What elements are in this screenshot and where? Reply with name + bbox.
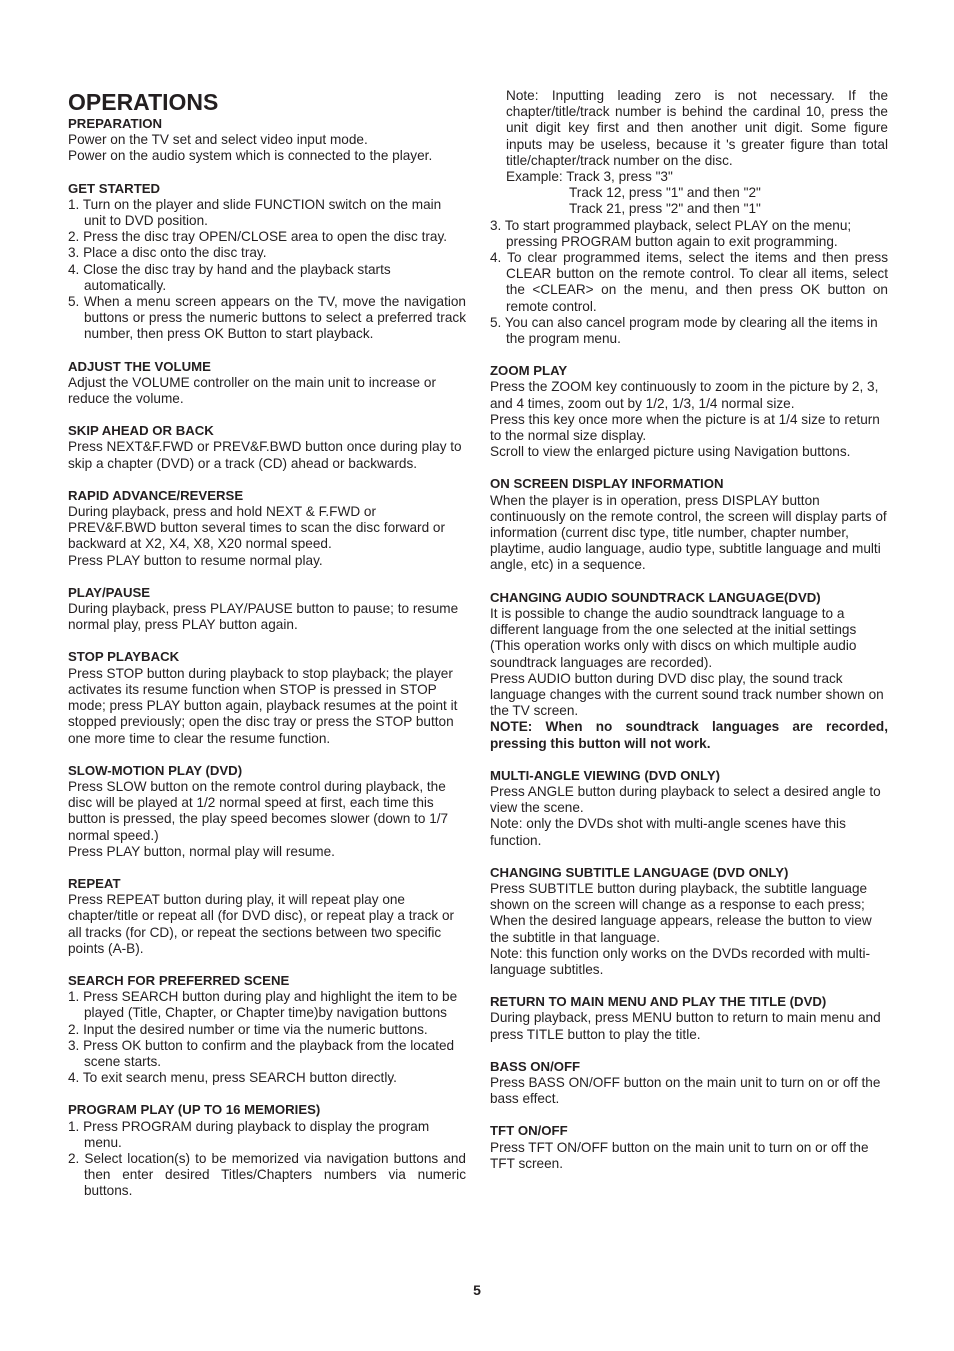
paragraph: Press this key once more when the picture is at 1/4 size to return to the normal size display. — [490, 411, 880, 444]
section-heading: TFT ON/OFF — [490, 1123, 568, 1139]
section-program-continued — [490, 88, 888, 347]
section-heading: PREPARATION — [68, 116, 163, 131]
section-heading: PROGRAM PLAY (UP TO 16 MEMORIES) — [68, 1102, 321, 1118]
section-heading: STOP PLAYBACK — [68, 649, 180, 665]
page-number: 5 — [473, 1282, 481, 1298]
example-text: Track 21, press "2" and then "1" — [569, 201, 761, 217]
section-stop — [68, 649, 466, 746]
section-repeat — [68, 876, 466, 957]
paragraph: During playback, press MENU button to return to main menu and press TITLE button to play the title. — [490, 1010, 881, 1042]
list-item: 1. Press SEARCH button during play and highlight the item to be played (Title, Chapter, or Chapter time)by navigation buttons — [68, 989, 458, 1021]
section-heading: RAPID ADVANCE/REVERSE — [68, 487, 244, 503]
example-text: Track 12, press "1" and then "2" — [569, 185, 761, 201]
section-heading: REPEAT — [68, 875, 121, 891]
section-tft — [490, 1123, 888, 1172]
paragraph: Press REPEAT button during play, it will repeat play one chapter/title or repeat all (for DVD disc), or repeat play a track or all tracks (for CD), or repeat the sections between two specific points (A-B). — [68, 892, 455, 956]
paragraph: Press ANGLE button during playback to select a desired angle to view the scene. — [490, 783, 881, 816]
paragraph: Press SUBTITLE button during playback, the subtitle language shown on the screen will change as a response to each press; — [490, 880, 868, 913]
section-slow — [68, 763, 466, 860]
section-heading: SEARCH FOR PREFERRED SCENE — [68, 972, 290, 988]
paragraph: Press PLAY button, normal play will resume. — [68, 843, 335, 859]
left-column — [68, 88, 466, 1216]
list-item: 2. Select location(s) to be memorized via navigation buttons and then enter desired Titles/Chapters numbers via numeric buttons. — [68, 1150, 466, 1199]
section-heading: SKIP AHEAD OR BACK — [68, 423, 214, 439]
page-title: OPERATIONS — [68, 89, 219, 115]
section-menu — [490, 994, 888, 1043]
section-subtitle — [490, 865, 888, 978]
section-bass — [490, 1059, 888, 1108]
section-heading: MULTI-ANGLE VIEWING (DVD ONLY) — [490, 767, 721, 783]
paragraph: During playback, press PLAY/PAUSE button to pause; to resume normal play, press PLAY button again. — [68, 601, 459, 633]
list-item: 4. Close the disc tray by hand and the playback starts automatically. — [68, 261, 391, 293]
paragraph: Press STOP button during playback to stop playback; the player activates its resume function when STOP is pressed in STOP mode; press PLAY button again, playback resumes at the point it stopped previously; open the disc tray or press the STOP button one more time to clear the resume function. — [68, 665, 458, 746]
paragraph: When the desired language appears, release the button to view the subtitle in that language. — [490, 913, 872, 945]
section-program — [68, 1102, 466, 1199]
section-heading: ADJUST THE VOLUME — [68, 358, 211, 374]
paragraph: Scroll to view the enlarged picture using Navigation buttons. — [490, 444, 851, 460]
section-heading: SLOW-MOTION PLAY (DVD) — [68, 762, 243, 778]
program-note — [490, 88, 888, 218]
paragraph: Press NEXT&F.FWD or PREV&F.BWD button once during play to skip a chapter (DVD) or a track (CD) ahead or backwards. — [68, 439, 462, 471]
paragraph: Note: this function only works on the DVDs recorded with multi-language subtitles. — [490, 945, 871, 977]
list-item: 4. To exit search menu, press SEARCH button directly. — [68, 1070, 397, 1086]
paragraph: Press SLOW button on the remote control during playback, the disc will be played at 1/2 normal speed at first, each time this button is pressed, the play speed becomes slower (down to 1/7 normal speed.) — [68, 778, 449, 843]
paragraph: It is possible to change the audio soundtrack language to a different language from the one selected at the initial settings (This operation works only with discs on which multiple audio soundtrack languages are recorded). — [490, 605, 857, 670]
list-item: 5. When a menu screen appears on the TV, move the navigation buttons or press the numeric buttons to select a preferred track number, then press OK Button to start playback. — [68, 294, 466, 342]
paragraph: Power on the audio system which is connected to the player. — [68, 148, 433, 164]
section-heading: GET STARTED — [68, 180, 161, 196]
paragraph: Press TFT ON/OFF button on the main unit to turn on or off the TFT screen. — [490, 1139, 869, 1171]
list-item: 3. Place a disc onto the disc tray. — [68, 245, 267, 261]
section-skip — [68, 423, 466, 472]
list-item: 5. You can also cancel program mode by clearing all the items in the program menu. — [490, 314, 878, 347]
section-zoom — [490, 363, 888, 460]
section-get-started — [68, 181, 466, 343]
list-item: 1. Turn on the player and slide FUNCTION switch on the main unit to DVD position. — [68, 196, 442, 229]
paragraph: Press AUDIO button during DVD disc play, the sound track language changes with the current sound track number shown on the TV screen. — [490, 670, 884, 719]
paragraph: Power on the TV set and select video input mode. — [68, 132, 368, 148]
paragraph: Press the ZOOM key continuously to zoom in the picture by 2, 3, and 4 times, zoom out by 1/2, 1/3, 1/4 normal size. — [490, 379, 879, 411]
section-preparation — [68, 116, 466, 165]
section-heading: ON SCREEN DISPLAY INFORMATION — [490, 476, 724, 492]
list-item: 3. To start programmed playback, select PLAY on the menu; pressing PROGRAM button again to exit programming. — [490, 217, 852, 249]
section-angle — [490, 768, 888, 849]
section-heading: BASS ON/OFF — [490, 1058, 581, 1074]
note-text: Note: Inputting leading zero is not necessary. If the chapter/title/track number is behind the cardinal 10, press the unit digit key first and then another unit digit. Some figure inputs may be useless, because it 's greater figure than total title/chapter/track number on the disc. — [506, 88, 888, 168]
section-heading: CHANGING SUBTITLE LANGUAGE (DVD ONLY) — [490, 864, 789, 880]
note-text: NOTE: When no soundtrack languages are recorded, pressing this button will not work. — [490, 719, 888, 751]
section-heading: RETURN TO MAIN MENU AND PLAY THE TITLE (DVD) — [490, 994, 827, 1010]
section-osd — [490, 476, 888, 573]
section-audio — [490, 590, 888, 752]
paragraph: Press PLAY button to resume normal play. — [68, 552, 323, 568]
section-adjust-volume — [68, 359, 466, 408]
section-heading: PLAY/PAUSE — [68, 584, 151, 600]
paragraph: Note: only the DVDs shot with multi-angle scenes have this function. — [490, 816, 846, 848]
paragraph: During playback, press and hold NEXT & F.FWD or PREV&F.BWD button several times to scan the disc forward or backward at X2, X4, X8, X20 normal speed. — [68, 504, 445, 552]
section-heading: ZOOM PLAY — [490, 363, 568, 379]
example-text: Example: Track 3, press "3" — [506, 169, 673, 185]
list-item: 1. Press PROGRAM during playback to display the program menu. — [68, 1118, 430, 1150]
list-item: 3. Press OK button to confirm and the playback from the located scene starts. — [68, 1037, 455, 1069]
section-rapid — [68, 488, 466, 569]
section-heading: CHANGING AUDIO SOUNDTRACK LANGUAGE(DVD) — [490, 589, 821, 605]
list-item: 2. Input the desired number or time via the numeric buttons. — [68, 1021, 428, 1037]
paragraph: Press BASS ON/OFF button on the main unit to turn on or off the bass effect. — [490, 1074, 881, 1107]
paragraph: When the player is in operation, press DISPLAY button continuously on the remote control, the screen will display parts of information (current disc type, title number, chapter number, playtime, audio language, audio type, subtitle language and multi angle, etc) in a sequence. — [490, 492, 887, 573]
section-search — [68, 973, 466, 1086]
section-play-pause — [68, 585, 466, 634]
paragraph: Adjust the VOLUME controller on the main unit to increase or reduce the volume. — [68, 374, 436, 407]
list-item: 4. To clear programmed items, select the items and then press CLEAR button on the remote control. To clear all items, select the <CLEAR> on the menu, and then press OK button on remote control. — [490, 250, 888, 314]
right-column — [490, 88, 888, 1188]
list-item: 2. Press the disc tray OPEN/CLOSE area to open the disc tray. — [68, 229, 448, 245]
